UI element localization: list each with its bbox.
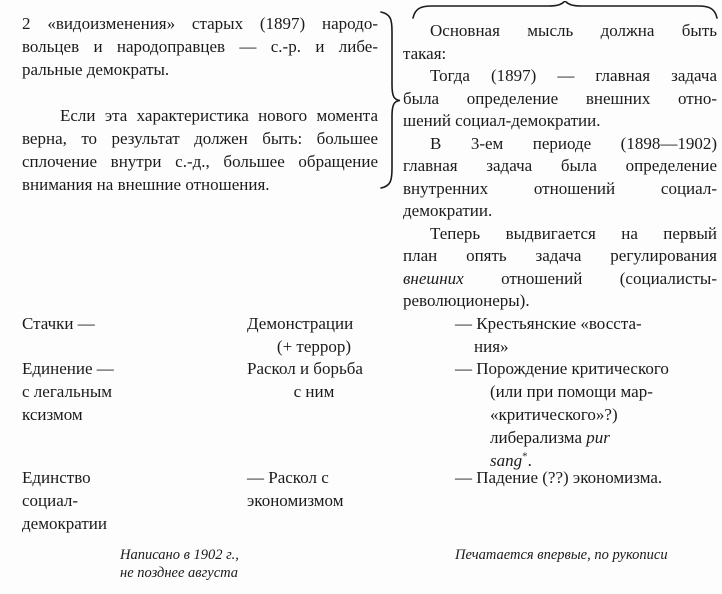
paragraph <box>403 20 717 65</box>
top-curly-brace-icon <box>412 1 718 19</box>
text-line: вольцев и народоправцев — с.-р. и либе- <box>22 37 378 56</box>
left-note-block <box>22 12 378 196</box>
list-item <box>455 312 714 357</box>
three-column-list <box>22 312 714 535</box>
text-line: Основная мысль должна быть <box>430 21 717 40</box>
text-line: сплочение внутри с.-д., большее обращение <box>22 152 378 171</box>
paragraph <box>22 104 378 196</box>
text-line: ральные демократы. <box>22 60 170 79</box>
footer-published-note <box>455 546 668 564</box>
footnote-asterisk: * <box>522 450 528 463</box>
paragraph <box>403 223 717 313</box>
list-item <box>247 466 455 535</box>
text-line: была определение внешних отно- <box>403 88 717 108</box>
text-line: демократии. <box>403 201 493 220</box>
text-line: «критического»?) <box>490 405 618 424</box>
list-item <box>247 312 381 357</box>
list-item <box>247 357 381 466</box>
text-line: 2 «видоизменения» старых (1897) народо- <box>22 14 378 33</box>
list-item <box>455 357 714 470</box>
text-line: с легальным <box>22 382 113 401</box>
text-line: — Порождение критического <box>455 359 669 378</box>
text-line: — Крестьянские «восста- <box>455 314 642 333</box>
text-line: демократии <box>22 514 107 533</box>
list-item <box>22 312 247 357</box>
text-line: Демонстрации <box>247 314 354 333</box>
list-item <box>22 357 247 466</box>
text-line: верна, то результат должен быть: большее <box>22 129 378 148</box>
footer-written-note <box>120 546 239 582</box>
text-line: экономизмом <box>247 491 344 510</box>
list-item <box>455 466 714 535</box>
text-line: Раскол и борьба <box>247 359 363 378</box>
text-line: социал- <box>22 491 79 510</box>
text-line: (+ террор) <box>276 337 352 356</box>
right-note-block <box>403 20 717 313</box>
text-line: шений социал-демократии. <box>403 111 601 130</box>
text-line: Теперь выдвигается на первый <box>430 223 717 243</box>
text-line: внешних отношений (социалисты- <box>403 268 717 288</box>
text-line: внутренних отношений социал- <box>403 178 717 198</box>
text-line: ксизмом <box>22 405 83 424</box>
text-line: — Падение (??) экономизма. <box>455 468 663 487</box>
text-line: Написано в 1902 г., <box>120 547 239 563</box>
text-line: с ним <box>293 382 335 401</box>
text-line: (или при помощи мар- <box>490 382 653 401</box>
text-line: главная задача была определение <box>403 156 717 175</box>
text-line: Если эта характеристика нового момента <box>60 106 378 125</box>
text-line: Единство <box>22 468 91 487</box>
text-line: Стачки — <box>22 314 95 333</box>
text-line: Тогда (1897) — главная задача <box>430 66 717 85</box>
right-curly-brace-icon <box>379 11 401 189</box>
text-line: sang*. <box>490 450 532 470</box>
text-line: Единение — <box>22 359 114 378</box>
paragraph <box>403 65 717 133</box>
paragraph <box>403 133 717 223</box>
text-line: В 3-ем периоде (1898—1902) <box>430 133 717 153</box>
text-line: план опять задача регулирования <box>403 246 717 265</box>
paragraph <box>22 12 378 81</box>
text-line: либерализма pur <box>490 428 610 447</box>
list-item <box>22 466 247 535</box>
text-line: ния» <box>474 337 509 356</box>
text-line: революционеры). <box>403 291 530 310</box>
text-line: — Раскол с <box>247 468 329 487</box>
text-line: такая: <box>403 43 447 63</box>
text-line: Печатается впервые, по рукописи <box>455 547 668 563</box>
text-line: внимания на внешние отношения. <box>22 175 270 194</box>
text-line: не позднее августа <box>120 565 239 581</box>
